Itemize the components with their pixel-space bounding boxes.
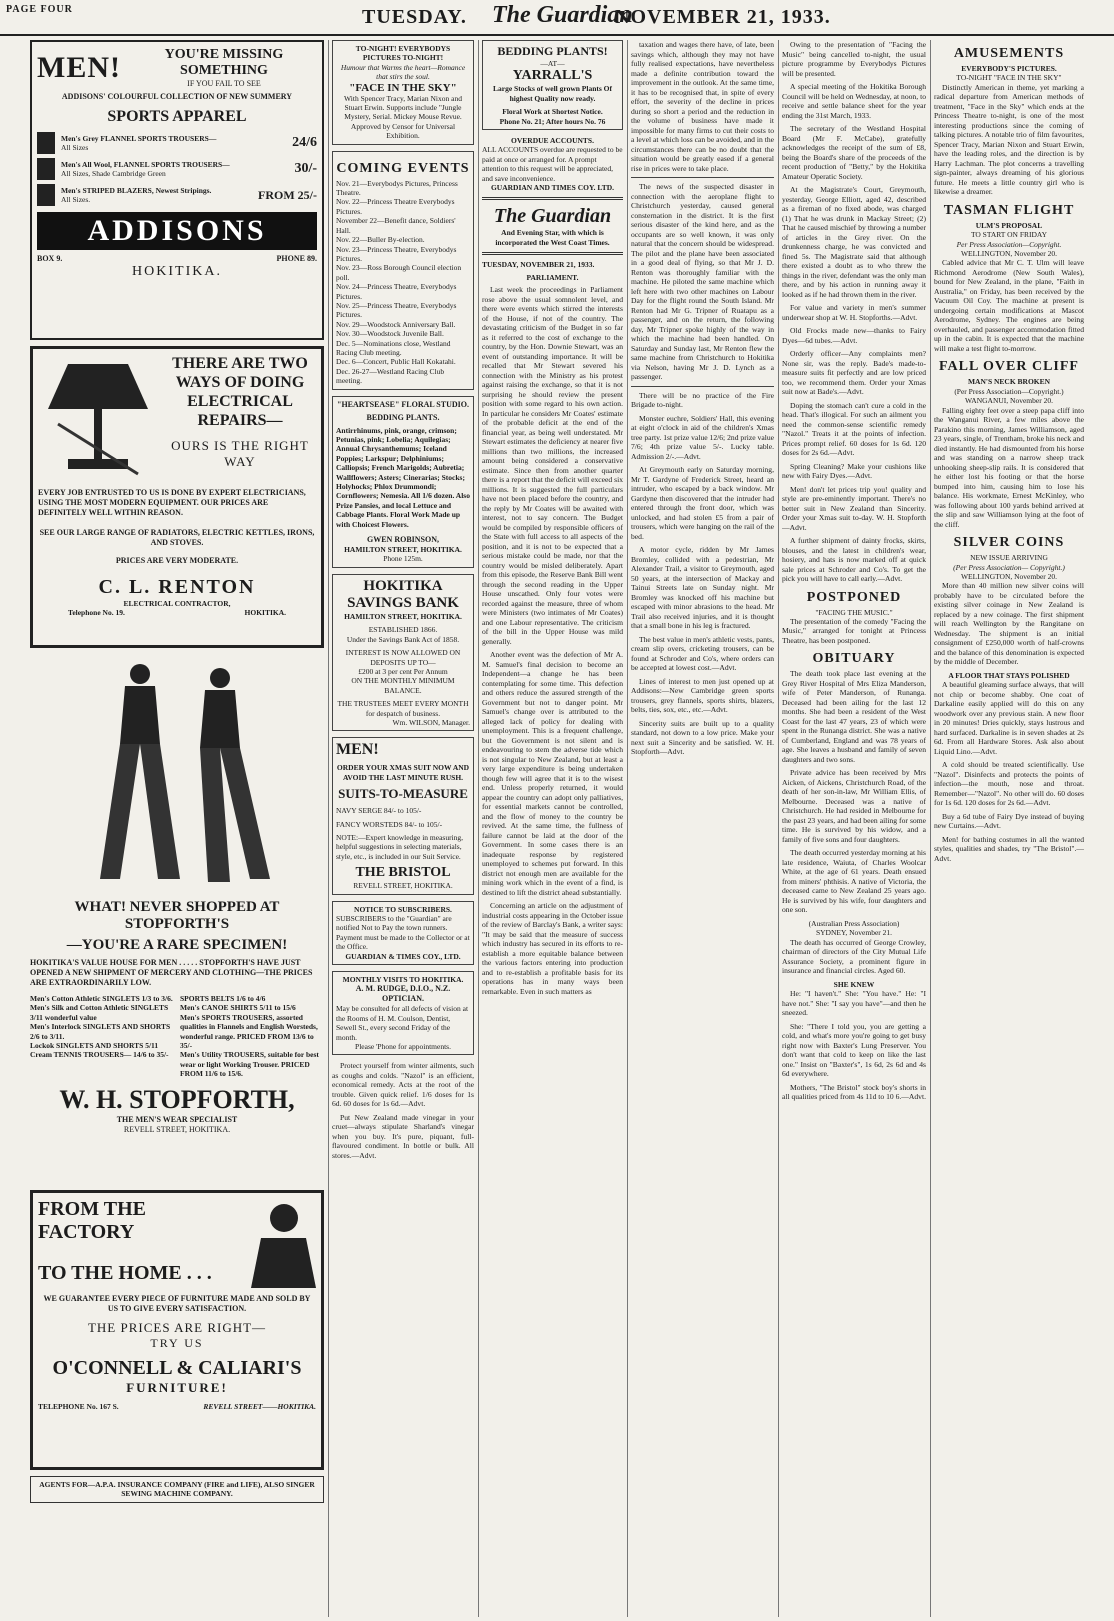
event-item: Nov. 25—Princess Theatre, Everybodys Pictures. — [336, 300, 457, 320]
paragraph: Owing to the presentation of "Facing the Music" being cancelled to-night, the usual picture programme by Everybodys Pictures will be presented. — [782, 40, 926, 78]
paragraph: Protect yourself from winter ailments, such as coughs and colds. "Nazol" is an efficient, economical remedy. Acts at the root of the trouble. Given quick relief. 1/6 doses for 1s 6d. 60 doses for 1s 6d.—Advt. — [332, 1061, 474, 1109]
floral-text: Floral Work at Shortest Notice. — [502, 107, 603, 117]
savings-bank-interest: INTEREST IS NOW ALLOWED ON DEPOSITS UP TO— — [345, 648, 461, 667]
paragraph: He: "I haven't." She: "You have." He: "I have not." She: "I say you have"—and then he sneezed. — [782, 989, 926, 1018]
renton-name: C. L. RENTON — [98, 576, 256, 598]
paragraph: Sincerity suits are built up to a quality standard, not down to a low price. Make your next suit a Sincerity and be satisfied. W. H. Stopforth—Advt. — [631, 718, 774, 756]
prices-text: THE PRICES ARE RIGHT— — [87, 1320, 267, 1335]
paragraph: A further shipment of dainty frocks, skirts, blouses, and the latest in children's wear, hosiery, and hats is now marked off at quick sale prices at Schroder and Co's. To get the pick you will have to call early.—Advt. — [782, 536, 926, 583]
savings-bank-established: ESTABLISHED 1866. — [368, 625, 438, 635]
agents-note: AGENTS FOR—A.P.A. INSURANCE COMPANY (FIRE and LIFE), ALSO SINGER SEWING MACHINE COMPANY. — [30, 1476, 324, 1503]
list-item: Lockok SINGLETS AND SHORTS 5/11 — [30, 1041, 159, 1051]
press-credit: (Australian Press Association) — [808, 918, 900, 928]
item-name: Men's Grey FLANNEL SPORTS TROUSERS— — [61, 133, 217, 143]
column-4-text — [631, 40, 774, 757]
paragraph: Spring Cleaning? Make your cushions like new with Fairy Dyes.—Advt. — [782, 461, 926, 480]
stopforth-rare: —YOU'RE A RARE SPECIMEN! — [66, 937, 288, 953]
savings-bank-act: Under the Savings Bank Act of 1858. — [346, 634, 460, 644]
postponed-subheading: "FACING THE MUSIC." — [815, 607, 893, 617]
list-item: Men's Silk and Cotton Athletic SINGLETS 3/11 wonderful value — [30, 1003, 169, 1022]
item-price: 30/- — [294, 161, 317, 176]
addisons-logo: ADDISONS — [37, 212, 317, 250]
pictures-ad — [332, 40, 474, 145]
overdue-body: ALL ACCOUNTS overdue are requested to be paid at once or arranged for. A prompt attention to this request will be appreciated, and save inconvenience. — [482, 145, 623, 183]
addisons-ad — [30, 40, 324, 340]
paragraph: There will be no practice of the Fire Brigade to-night. — [631, 390, 774, 409]
item-name: Men's STRIPED BLAZERS, Newest Stripings. — [61, 185, 212, 195]
paragraph: Cabled advice that Mr C. T. Ulm will leave Richmond Aerodrome (New South Wales), bound for New Zealand, in the plane, "Faith in Australia," on Friday, has been received by the Vacuum Oil Coy. The machine at present is undergoing certain modifications at Mascot Aerodrome, Sydney. The engines are being overhauled, and passenger accommodation fitted up in the cabin. It is expected that the machine will make a test flight to-morrow. — [934, 258, 1084, 353]
paragraph: For value and variety in men's summer underwear shop at W. H. Stopforths.—Advt. — [782, 303, 926, 322]
paragraph: The news of the suspected disaster in connection with the aeroplane flight to Christchurch yesterday, caused general consternation in the district. It is the first serious disaster of the kind here, and as the occupants are so well known, it was only natural that the concern should be widespread. The pilot and the plane have been associated in a good deal of flying, so that Mr J. D. Renton was thoroughly familiar with the machine. He piloted the same machine which left here with two other machines on Labour Day for the flight round the South Island. Mr Renton had Mr G. Tripner of Ruatapu as a passenger, and on the return, the following day, Mr Tripner spoke highly of the way in which the machine had been handled. On Saturday and Sunday last, Mr Renton flew the same machine from Christchurch to Hokitika via Nelson, having Mr J. D. Lynch as a passenger. — [631, 182, 774, 381]
addisons-item — [37, 158, 317, 180]
paragraph: Mothers, "The Bristol" stock boy's shorts in all qualities priced from 4s 11d to 10 6.—Advt. — [782, 1082, 926, 1102]
event-item: Dec. 6—Concert, Public Hall Kokatahi. — [336, 357, 456, 367]
factory-heading: FROM THE FACTORY — [38, 1198, 146, 1243]
dateline: WELLINGTON, November 20. — [960, 571, 1058, 581]
event-item: Nov. 23—Princess Theatre, Everybodys Pictures. — [336, 244, 457, 263]
list-item: Men's Interlock SINGLETS AND SHORTS 2/6 to 3/11. — [30, 1022, 171, 1041]
bristol-ad — [332, 737, 474, 894]
oconnell-name: O'CONNELL & CALIARI'S — [52, 1357, 302, 1379]
fall-heading: FALL OVER CLIFF — [939, 359, 1079, 375]
notice-box — [332, 901, 474, 965]
paragraph: Falling eighty feet over a steep papa cliff into the Wanganui River, a few miles above the Parakino this morning, James Williamson, aged 23 years, single, of Trentham, broke his neck and died instantly. He had dismounted from his horse and was standing on a narrow sheep track unhooking sheep-slip rails. It is considered that he either lost his footing or that the horse bumped into him, causing him to lose his balance. His workmate, Ernest McKinley, who was following about 100 yards behind arrived at the slip and saw Williamson lying at the foot of the cliff. — [934, 405, 1084, 529]
pictures-line: Humour that Warms the heart—Romance that stirs the soul. — [340, 62, 466, 82]
events-list — [336, 179, 470, 386]
paragraph: A beautiful gleaming surface always, that will not chip or become shabby. One coat of Darkaline easily applied will do this on any woodwork over any previous stain. A new floor in 20 minutes! Dries quickly, stays lustrous and hard surfaced. Darkaline is in seven shades at 2s 6d. From all Hardware Stores. Ask also about Liquid Lino.—Advt. — [934, 680, 1084, 756]
event-item: Nov. 22—Princess Theatre Everybodys Pictures. — [336, 197, 455, 216]
column-rule — [627, 40, 628, 1617]
start-subheading: TO START ON FRIDAY — [970, 230, 1048, 240]
new-issue-subheading: NEW ISSUE ARRIVING — [970, 553, 1048, 563]
gwen-name: GWEN ROBINSON, — [366, 535, 439, 545]
paragraph: taxation and wages there have, of late, been savings which, although they may not have fully realised expectations, have nevertheless made a definite contribution toward the improvement in the outlook. At the same time, it has to be recognised that, in spite of every effort, the severity of the decline in prices during so short a period and the reduction in the volume of business have made it impossible for many firms to cut their costs to a level at which loss can be avoided, and in the circumstances there can be no doubt that the situation would be greatly eased if a general rise in prices were to take place. — [631, 40, 774, 173]
silver-heading: SILVER COINS — [953, 535, 1065, 551]
paragraph: At the Magistrate's Court, Greymouth, yesterday, George Elliott, aged 42, described as a fireman of no fixed abode, was charged (1) That he was drunk in Mackay Street; (2) That he caused mischief by throwing a number of articles in the Grey river. On the drunkenness charge, he was convicted and fined 5s. The Magistrate said that although there existed a doubt as to who threw the things in the river, defendant was the only man there, and by his action in running away it looked as if he had thrown them in the river. — [782, 185, 926, 299]
xmas-suit-text: ORDER YOUR XMAS SUIT NOW AND AVOID THE LAST MINUTE RUSH. — [336, 763, 470, 782]
gwen-address: HAMILTON STREET, HOKITIKA. — [344, 545, 462, 555]
addisons-item — [37, 184, 317, 206]
stopforth-left-list — [30, 994, 174, 1079]
paragraph: The death occurred yesterday morning at his late residence, Waiuta, of Charles Woolcar White, at the age of 61 years. Death ensued from miners' phthisis. A native of Victoria, the deceased came to New Zealand 25 years ago. He is survived by his wife, four daughters and one son. — [782, 848, 926, 915]
trousers-illustration-icon — [37, 132, 55, 154]
paragraph: Monster euchre, Soldiers' Hall, this evening at eight o'clock in aid of the children's Xmas tree party. 1st prize value 12/6; 2nd prize value 7/6; 4th prize value 5/-. Lucky table. Admission 2/-.—Advt. — [631, 413, 774, 461]
obituary-heading: OBITUARY — [812, 651, 896, 667]
column-rule — [478, 40, 479, 1617]
paragraph: A cold should be treated scientifically. Use "Nazol". Disinfects and protects the points of infection—the mouth, nose and throat. Remember—"Nazol". No other will do. 60 doses for 1s 6d. 120 doses for 2s 6d.—Advt. — [934, 760, 1084, 808]
paragraph: Distinctly American in theme, yet marking a radical departure from American methods of treatment, "Face in the Sky" which ends at the Princess Theatre to-night, is one of the most interesting productions since the coming of talking pictures. A notable trio of film favourites, Spencer Tracy, Marian Nixon and Stuart Erwin, have the leading roles, and the direction is by Harry Lachman. The plot concerns a travelling sign-painter, always dreaming of his glorious future. He meets a little country girl who is likewise a dreamer. — [934, 82, 1084, 197]
if-fail-text: IF YOU FAIL TO SEE — [187, 79, 261, 88]
yarrall-ad — [482, 40, 623, 130]
paragraph: Old Frocks made new—thanks to Fairy Dyes—6d tubes.—Advt. — [782, 326, 926, 345]
overdue-signoff: GUARDIAN AND TIMES COY. LTD. — [490, 183, 615, 193]
leader-article — [482, 285, 623, 996]
everybody-subheading: EVERYBODY'S PICTURES. — [961, 64, 1057, 73]
guardian-subtitle: And Evening Star, with which is incorporated the West Coast Times. — [495, 228, 610, 247]
rudge-body: May be consulted for all defects of vision at the Rooms of H. M. Coulson, Dentist, Sewell St., every second Friday of the month. — [336, 1004, 469, 1042]
stopforth-street: REVELL STREET, HOKITIKA. — [123, 1124, 231, 1134]
pictures-top: TO-NIGHT! EVERYBODYS PICTURES TO-NIGHT! — [355, 44, 451, 63]
paragraph: Men! don't let prices trip you! quality and style are pre-eminently important. There's no better suit in New Zealand than Sincerity. Order your Xmas suit to-day. W. H. Stopforth—Advt. — [782, 484, 926, 532]
press-credit: (Per Press Association—Copyright.) — [954, 386, 1064, 396]
event-item: Dec. 26-27—Westland Racing Club meeting. — [336, 366, 445, 386]
savings-bank-manager: Wm. WILSON, Manager. — [392, 717, 470, 727]
savings-bank-rate: £200 at 3 per cent Per Annum — [358, 666, 448, 676]
paragraph: Another event was the defection of Mr A. M. Samuel's final decision to become an Independent—a change he has been contemplating for some time. This defection and others reduce the assured strength of the Government but not to danger point. Mr Samuel's change over is attributed to the alleged lack of policy for dealing with unemployment. This is a frequent challenge, but the Government is not silent and is endeavouring to stem the adverse tide which is not singular to New Zealand, but at least a very large expenditure is being undertaken though few will agree that it is to the wisest end. Unless properly returned, it would appear the country can adopt only palliatives, for essential markets cannot be controlled, and the flow of money to the country be revived. At the same time, the fullness of failure cannot be laid at the door of the Government. In some cases there is an inadequate response by registered unemployed to schemes put forward. In this district not enough men are available for the mining work which in the event of a find, is destined to lift the district ahead substantially. — [482, 650, 623, 897]
paragraph: A special meeting of the Hokitika Borough Council will be held on Wednesday, at noon, to receive and settle balance sheet for the year ending the 31st March, 1933. — [782, 82, 926, 120]
coming-events-box — [332, 151, 474, 390]
paragraph: Lines of interest to men just opened up at Addisons:—New Cambridge green sports trousers, grey flannels, sports shirts, blazers, belts, ties, sox, etc., etc.—Advt. — [631, 676, 774, 714]
guarantee-text: WE GUARANTEE EVERY PIECE OF FURNITURE MADE AND SOLD BY US TO GIVE EVERY SATISFACTION. — [43, 1294, 311, 1313]
paragraph: The presentation of the comedy "Facing the Music," arranged for tonight at Princess Theatre, has been postponed. — [782, 616, 926, 645]
bristol-name: THE BRISTOL — [355, 865, 451, 881]
dateline: SYDNEY, November 21. — [815, 928, 893, 938]
paragraph: The death has occurred of George Crowley, chairman of directors of the City Mutual Life Assurance Society, a prominent figure in insurance and financial circles. Aged 60. — [782, 937, 926, 976]
column-rule — [930, 40, 931, 1617]
event-item: Nov. 23—Ross Borough Council election poll. — [336, 263, 462, 282]
craftsman-illustration-icon — [246, 1198, 316, 1288]
tasman-heading: TASMAN FLIGHT — [943, 202, 1075, 218]
heartsease-ad — [332, 396, 474, 568]
addisons-item — [37, 132, 317, 154]
missing-text: YOU'RE MISSING SOMETHING — [164, 47, 284, 78]
paragraph: At Greymouth early on Saturday morning, Mr T. Gardyne of Frederick Street, heard an intruder, who escaped by a back window. Mr Gardyne then discovered that the intruder had entered through the front door, which was unlocked, and had stolen £5 from a pair of trousers, which were hanging on the rail of the bed. — [631, 465, 774, 541]
collection-text: ADDISONS' COLOURFUL COLLECTION OF NEW SUMMERY — [61, 92, 293, 101]
event-item: November 22—Benefit dance, Soldiers' Hall. — [336, 216, 456, 235]
bedding-body: Antirrhinums, pink, orange, crimson; Petunias, pink; Lobelia; Aquilegias; Annual Chrysanthemums; Iceland Poppies; Larkspur; Delphiniums; Calliopsis; French Marigolds; Aubretia; Wallflowers; Asters; Cinerarias; Stocks; Holyhocks; Phlox Drummondi; Cornflowers; Nemesia. All 1/6 dozen. Also Prize Pansies, and local Lettuce and Cabbage Plants. Floral Work Made up with Choicest Flowers. — [336, 425, 470, 529]
advertisement-column — [30, 40, 324, 1617]
oconnell-ad — [30, 1190, 324, 1470]
ulm-subheading: ULM'S PROPOSAL — [975, 220, 1043, 230]
renton-town: HOKITIKA. — [244, 608, 286, 618]
savings-bank-heading: HOKITIKA SAVINGS BANK — [347, 577, 459, 611]
column-4 — [631, 40, 774, 1617]
floral-phone: Phone No. 21; After hours No. 76 — [499, 116, 606, 126]
fancy-worsteds-price: FANCY WORSTEDS 84/- to 105/- — [336, 819, 443, 829]
column-5-text — [782, 40, 926, 584]
item-detail: All Sizes, Shade Cambridge Green — [61, 169, 166, 178]
oconnell-telephone: TELEPHONE No. 167 S. — [38, 1402, 119, 1411]
notice-body: SUBSCRIBERS to the "Guardian" are notified Not to Pay the town runners. Payment must be made to the Collector or at the Office. — [336, 914, 470, 952]
savings-bank-monthly: ON THE MONTHLY MINIMUM BALANCE. — [351, 676, 455, 695]
paragraph: She: "There I told you, you are getting a cold, and what's more you're going to get busy right now with Baxter's Lung Preserver. You don't want that cold to keep on like the last one." Insist on "Baxter's", 1s 6d, 2s 6d and 4s 6d everywhere. — [782, 1021, 926, 1079]
pictures-cast: With Spencer Tracy, Marian Nixon and Stuart Erwin. Supports include "Jungle Mystery, Serial. Mickey Mouse Revue. Approved by Censor for Universal Exhibition. — [344, 93, 462, 141]
bedding-heading: BEDDING PLANTS. — [366, 412, 440, 422]
paragraph: The best value in men's athletic vests, pants, cream slip overs, cricketing trousers, can be found at Schroder and Co's, where orders can be accepted at lowest cost.—Advt. — [631, 634, 774, 672]
masthead-title: The Guardian — [492, 2, 633, 28]
obituary-text — [782, 669, 926, 975]
neck-subheading: MAN'S NECK BROKEN — [967, 377, 1051, 387]
yarrall-body: Large Stocks of well grown Plants Of highest Quality now ready. — [492, 84, 613, 103]
guardian-logo: The Guardian — [493, 205, 612, 228]
tonight-subheading: TO-NIGHT "FACE IN THE SKY" — [956, 73, 1062, 83]
renton-headline: THERE ARE TWO WAYS OF DOING ELECTRICAL REPAIRS— — [172, 355, 308, 429]
rudge-ad — [332, 971, 474, 1055]
column-rule — [778, 40, 779, 1617]
stopforth-ad — [30, 654, 324, 1184]
renton-title: ELECTRICAL CONTRACTOR, — [123, 599, 231, 608]
renton-prices: PRICES ARE VERY MODERATE. — [115, 556, 239, 565]
paragraph: Private advice has been received by Mrs Aicken, of Aickens, Christchurch Road, of the death of her son-in-law, Mr William Ellis, of Melbourne. Deceased was a native of Christchurch. He had resided in Melbourne for the past 23 years, and had been ailing for some time. He is survived by his widow, and a family of five sons and four daughters. — [782, 768, 926, 844]
film-title: "FACE IN THE SKY" — [349, 81, 457, 94]
paragraph: Orderly officer—Any complaints men? None sir, was the reply. Bade's made-to-measure suits fit perfectly and are low priced too, we recommend them. Order your Xmas suit now at Bade's.—Advt. — [782, 349, 926, 396]
suits-heading: SUITS-TO-MEASURE — [338, 786, 468, 802]
paragraph: Men! for bathing costumes in all the wanted styles, qualities and shades, try "The Bristol".—Advt. — [934, 834, 1084, 863]
paragraph: Buy a 6d tube of Fairy Dye instead of buying new Curtains.—Advt. — [934, 811, 1084, 831]
heartsease-heading: "HEARTSEASE" FLORAL STUDIO. — [337, 399, 469, 409]
list-item: Men's Utility TROUSERS, suitable for best wear or light Working Trouser. PRICED FROM 11/6 to 15/6. — [180, 1050, 319, 1079]
item-price: 24/6 — [292, 135, 317, 150]
men-heading: MEN! — [336, 741, 379, 759]
page-number: PAGE FOUR — [6, 4, 73, 15]
paragraph: The death took place last evening at the Grey River Hospital of Mrs Eliza Manderson, wife of Peter Manderson, of Runanga. Deceased had been ailing for the last 12 months. She had been a resident of the West Coast for the last 47 years, 23 of which were spent in the Runanga district. She was a native of Cumberland, England and was 78 years of age. She leaves a husband and family of seven daughters and two sons. — [782, 669, 926, 764]
event-item: Nov. 22—Buller By-election. — [336, 235, 425, 245]
renton-ad — [30, 346, 324, 648]
renton-ours: OURS IS THE RIGHT WAY — [171, 438, 309, 469]
event-item: Nov. 29—Woodstock Anniversary Ball. — [336, 319, 456, 329]
rudge-name: A. M. RUDGE, D.I.O., N.Z. OPTICIAN. — [355, 984, 451, 1004]
overdue-heading: OVERDUE ACCOUNTS. — [511, 136, 594, 146]
event-item: Nov. 24—Princess Theatre, Everybodys Pictures. — [336, 282, 457, 301]
monthly-visits-heading: MONTHLY VISITS TO HOKITIKA. — [342, 975, 464, 985]
she-knew-heading: SHE KNEW — [833, 979, 875, 989]
savings-bank-trustees: THE TRUSTEES MEET EVERY MONTH for despatch of business. — [337, 699, 469, 718]
list-item: Men's SPORTS TROUSERS, assorted qualities in Flannels and English Worsteds, wonderful range. PRICED FROM 13/6 to 35/- — [180, 1012, 318, 1051]
bristol-address: REVELL STREET, HOKITIKA. — [353, 881, 453, 891]
notice-heading: NOTICE TO SUBSCRIBERS. — [354, 904, 452, 914]
list-item: Men's CANOE SHIRTS 5/11 to 15/6 — [180, 1003, 296, 1013]
furniture-text: FURNITURE! — [126, 1380, 228, 1395]
notice-signoff: GUARDIAN & TIMES COY., LTD. — [345, 951, 461, 961]
sports-apparel-heading: SPORTS APPAREL — [107, 108, 247, 125]
renton-body: EVERY JOB ENTRUSTED TO US IS DONE BY EXPERT ELECTRICIANS, USING THE MOST MODERN EQUIPMENT. OUR PRICES ARE DEFINITELY WELL WITHIN REASON. — [38, 488, 306, 517]
men-heading: MEN! — [37, 50, 121, 84]
stopforth-intro: HOKITIKA'S VALUE HOUSE FOR MEN . . . . . STOPFORTH'S HAVE JUST OPENED A NEW SHIPMENT OF MERCERY AND CLOTHING—THE PRICES ARE EXTRAORDINARILY LOW. — [30, 958, 313, 987]
parliament-heading: PARLIAMENT. — [526, 272, 579, 282]
press-credit: (Per Press Association— Copyright.) — [953, 562, 1065, 572]
town-name: HOKITIKA. — [132, 264, 222, 279]
paragraph: More than 40 million new silver coins will probably have to be circulated before the existing silver coinage in New Zealand is replaced by a new coinage. The first shipment will reach Wellington by the Rangitane on Wednesday. The shipment is an initial consignment of £250,000 worth of half-crowns and the balance of this denomination is expected by the middle of December. — [934, 581, 1084, 667]
stopforth-name: W. H. STOPFORTH, — [59, 1084, 295, 1114]
yarrall-name: YARRALL'S — [512, 68, 593, 84]
column-5 — [782, 40, 926, 1617]
home-heading: TO THE HOME . . . — [38, 1262, 212, 1284]
bristol-note: NOTE:—Expert knowledge in measuring, helpful suggestions in selecting materials, style, etc., is included in our Suit Service. — [336, 832, 464, 861]
savings-bank-address: HAMILTON STREET, HOKITIKA. — [344, 611, 462, 621]
savings-bank-ad — [332, 574, 474, 731]
event-item: Dec. 5—Nominations close, Westland Racing Club meeting. — [336, 338, 451, 357]
she-knew-text — [782, 989, 926, 1102]
paragraph: The secretary of the Westland Hospital Board (Mr F. McCabe), gratefully acknowledges the receipt of the sum of £8, being the Board's share of the proceeds of the recent production of "Betty," by the Hokitika Amateur Operatic Society. — [782, 124, 926, 181]
column-2-paragraphs — [332, 1061, 474, 1160]
try-us-text: TRY US — [150, 1336, 204, 1350]
stopforth-what: WHAT! NEVER SHOPPED AT STOPFORTH'S — [74, 899, 280, 932]
masthead-day: TUESDAY. — [362, 6, 467, 28]
column-6 — [934, 40, 1084, 1617]
floor-heading: A FLOOR THAT STAYS POLISHED — [948, 670, 1070, 680]
box-number: BOX 9. — [37, 254, 63, 263]
paragraph: Doping the stomach can't cure a cold in the head. That's illogical. For such an ailment you need the common-sense scientific remedy "Nazol." Treats it at the points of infection. Prices prompt relief. 60 doses for 1s 6d. 120 doses for 2s 6d.—Advt. — [782, 400, 926, 457]
list-item: SPORTS BELTS 1/6 to 4/6 — [180, 994, 266, 1003]
list-item: Cream TENNIS TROUSERS— 14/6 to 35/- — [30, 1050, 169, 1060]
event-item: Nov. 21—Everybodys Pictures, Princess Theatre. — [336, 178, 458, 198]
paragraph: A motor cycle, ridden by Mr James Bromley, collided with a pedestrian, Mr Alexander Trail, a visitor to Greymouth, aged 50 years, at the intersection of Mackay and Tainui Streets late on Sunday night. Mr Bromley was knocked off his machine but escaped with minor abrasions to the head. Mr Trail also received injuries, and it is thought that a small bone in his leg is fractured. — [631, 545, 774, 630]
masthead — [0, 0, 1114, 36]
renton-telephone: Telephone No. 19. — [68, 608, 125, 618]
lamp-illustration-icon — [38, 354, 158, 484]
phone-number: PHONE 89. — [276, 254, 317, 263]
amusements-heading: AMUSEMENTS — [953, 46, 1065, 61]
press-credit: Per Press Association—Copyright. — [956, 239, 1062, 249]
bedding-plants-heading: BEDDING PLANTS! — [497, 44, 608, 58]
paragraph: Last week the proceedings in Parliament rose above the usual somnolent level, and there were events which stirred the interests of the House, if not of the country. The devastating criticism of the Budget in so far as it referred to the cost of exchange to the country, by the Hon. Downie Stewart, was an event of outstanding importance. It will be recalled that Mr Stewart severed his connection with the Ministry as his protest against raising the exchange, so that it is not surprising he should review the present position with some regard to his own action. In particular he considers Mr Coates' estimate of the probable deficit at the end of the financial year, as being well understated. Mr Stewart estimates the deficiency at nearer five millions than two millions, the increased amount being considered a conservative estimate. Since then from another quarter there is a report that the deficit will exceed six millions. It is suggested the full particulars have not been placed before the country, and the reply by Mr Coates will be awaited with interest, not to say concern. The Budget would be compiled by responsible officers of the State with full access to all aspects of the position, and it is not to be expected that a serious mistake could be made, nor that the country would be misled deliberately. Apart from this episode, the Reserve Bank Bill went through the second reading in the Upper House unscathed. Only four votes were recorded against the measure, three of whom were Ministers (two intimates of Mr Coates) and one Labour representative. The criticism of the bill in the Upper House was mild generally. — [482, 285, 623, 646]
list-item: Men's Cotton Athletic SINGLETS 1/3 to 3/6. — [30, 994, 173, 1003]
blazer-illustration-icon — [37, 184, 55, 206]
renton-range: SEE OUR LARGE RANGE OF RADIATORS, ELECTRIC KETTLES, IRONS, AND STOVES. — [39, 528, 315, 547]
masthead-date: NOVEMBER 21, 1933. — [615, 6, 831, 28]
dateline: WELLINGTON, November 20. — [960, 249, 1058, 259]
stopforth-specialist: THE MEN'S WEAR SPECIALIST — [116, 1114, 238, 1124]
dateline: WANGANUI, November 20. — [965, 396, 1053, 406]
column-3 — [482, 40, 623, 1617]
postponed-heading: POSTPONED — [806, 589, 902, 605]
event-item: Nov. 30—Woodstock Juvenile Ball. — [336, 329, 444, 339]
item-price: FROM 25/- — [258, 187, 317, 202]
rudge-please: Please 'Phone for appointments. — [355, 1042, 451, 1052]
item-detail: All Sizes. — [61, 195, 91, 204]
trousers-illustration-icon — [37, 158, 55, 180]
paragraph: Put New Zealand made vinegar in your cruet—always stipulate Sharland's vinegar when you buy. It's pure, piquant, full-flavoured condiment. In bottle or bulk. All stores.—Advt. — [332, 1112, 474, 1160]
column-rule — [328, 40, 329, 1617]
paragraph: Concerning an article on the adjustment of industrial costs appearing in the October issue of the review of Barclay's Bank, a writer says: "It may be said that the measure of success which industry has secured in its efforts to re-establish a more equitable balance between the various factors entering into production and to re-establish a profitable basis for its operations has in many ways been remarkable. Even in such matters as — [482, 901, 623, 996]
at-text: —AT— — [540, 59, 565, 68]
dateline: TUESDAY, NOVEMBER 21, 1933. — [482, 260, 595, 270]
column-2 — [332, 40, 474, 1617]
column-6-adverts — [934, 680, 1084, 863]
gwen-phone: Phone 125m. — [383, 554, 423, 564]
navy-serge-price: NAVY SERGE 84/- to 105/- — [336, 806, 422, 816]
item-name: Men's All Wool, FLANNEL SPORTS TROUSERS— — [61, 159, 230, 169]
fashion-figures-illustration-icon — [30, 654, 320, 894]
item-detail: All Sizes — [61, 143, 89, 152]
oconnell-street: REVELL STREET——HOKITIKA. — [203, 1402, 316, 1411]
stopforth-right-list — [180, 994, 324, 1079]
coming-events-heading: COMING EVENTS — [336, 160, 470, 176]
